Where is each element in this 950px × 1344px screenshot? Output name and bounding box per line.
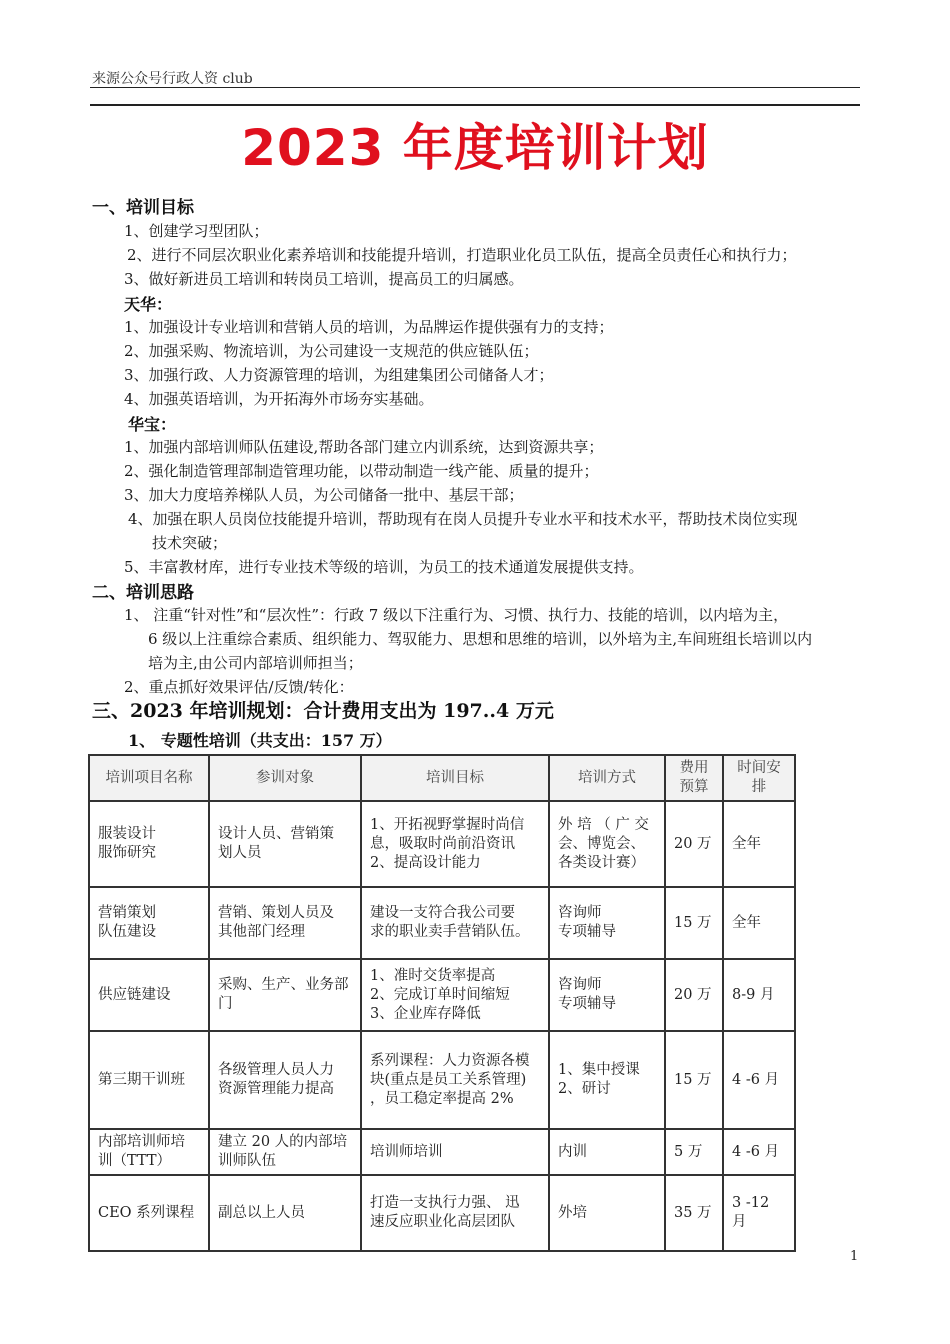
approach-item: 1、 注重“针对性”和“层次性”：行政 7 级以下注重行为、习惯、执行力、技能的培训，以内培为主，: [124, 606, 789, 624]
cell-cost: 20 万: [665, 801, 723, 887]
cell-mode-line: 专项辅导: [558, 924, 616, 940]
huabao-item: 4、加强在职人员岗位技能提升培训，帮助现有在岗人员提升专业水平和技术水平，帮助技术岗位实现: [128, 510, 798, 528]
table-row: [89, 959, 795, 1031]
cell-mode-line: 各类设计赛）: [558, 854, 645, 871]
page-title: 2023 年度培训计划: [241, 119, 709, 177]
cell-goal-line: 1、准时交货率提高: [370, 967, 496, 984]
subsection-heading: 1、 专题性培训（共支出：157 万）: [128, 731, 392, 750]
tianhua-item: 4、加强英语培训，为开拓海外市场夯实基础。: [124, 390, 434, 408]
cell-mode-line: 外 培 （ 广 交: [558, 816, 649, 833]
tianhua-item: 2、加强采购、物流培训，为公司建设一支规范的供应链队伍；: [124, 342, 539, 360]
cell-goal-line: 块(重点是员工关系管理): [370, 1071, 527, 1088]
cell-goal: [361, 959, 549, 1031]
huabao-item: 2、强化制造管理部制造管理功能，以带动制造一线产能、质量的提升；: [124, 462, 599, 480]
table-row: [89, 1175, 795, 1251]
cell-participants-line: 资源管理能力提高: [218, 1081, 334, 1097]
cell-mode: [549, 1031, 665, 1129]
cell-goal-line: 2、提高设计能力: [370, 854, 481, 871]
cell-mode: [549, 1129, 665, 1175]
cell-goal-line: 3、企业库存降低: [370, 1005, 481, 1022]
cell-mode-line: 会、博览会、: [558, 835, 645, 852]
cell-participants-line: 训师队伍: [218, 1153, 276, 1169]
cell-mode: [549, 959, 665, 1031]
cell-participants-line: 各级管理人员人力: [218, 1062, 334, 1078]
cell-mode-line: 内训: [558, 1143, 587, 1160]
cell-participants: [209, 959, 361, 1031]
col-header-goal: 培训目标: [361, 755, 549, 801]
goal-item: 3、做好新进员工培训和转岗员工培训，提高员工的归属感。: [124, 270, 524, 288]
cell-project-name: [89, 1175, 209, 1251]
cell-time: 3 -12 月: [723, 1175, 795, 1251]
col-header-time: 时间安排: [723, 755, 795, 801]
cell-goal: [361, 887, 549, 959]
cell-participants-line: 营销、策划人员及: [218, 905, 334, 921]
table-header-row: [89, 755, 795, 801]
goal-item: 2、进行不同层次职业化素养培训和技能提升培训，打造职业化员工队伍，提高全员责任心和执行力；: [127, 246, 797, 264]
table-row: [89, 801, 795, 887]
cell-participants: [209, 1129, 361, 1175]
cell-goal: [361, 1175, 549, 1251]
header-source: 来源公众号行政人资 club: [92, 71, 253, 87]
goal-item: 1、创建学习型团队；: [124, 222, 269, 240]
cell-time: 8-9 月: [723, 959, 795, 1031]
huabao-item: 1、加强内部培训师队伍建设,帮助各部门建立内训系统，达到资源共享；: [124, 438, 604, 456]
approach-item-continued: 6 级以上注重综合素质、组织能力、驾驭能力、思想和思维的培训，以外培为主,车间班组长培训以内: [148, 630, 813, 648]
huabao-item-continued: 技术突破；: [152, 534, 228, 552]
cell-mode-line: 咨询师: [558, 977, 602, 993]
huabao-label: 华宝：: [128, 415, 177, 434]
cell-project-name-line: 训（TTT）: [98, 1153, 172, 1169]
cell-participants-line: 副总以上人员: [218, 1204, 305, 1221]
cell-participants: [209, 887, 361, 959]
cell-goal-line: 2、完成订单时间缩短: [370, 986, 510, 1003]
cell-time: 全年: [723, 887, 795, 959]
cell-mode-line: 外培: [558, 1204, 587, 1221]
training-plan-table: [88, 754, 796, 1252]
col-header-target: 参训对象: [209, 755, 361, 801]
table-row: [89, 887, 795, 959]
col-header-mode: 培训方式: [549, 755, 665, 801]
cell-participants-line: 建立 20 人的内部培: [218, 1134, 348, 1150]
cell-goal: [361, 1129, 549, 1175]
cell-project-name: [89, 887, 209, 959]
cell-participants-line: 门: [218, 996, 233, 1012]
table-row: [89, 1031, 795, 1129]
cell-goal-line: 打造一支执行力强、 迅: [370, 1195, 520, 1211]
cell-participants: [209, 1031, 361, 1129]
cell-participants-line: 采购、生产、业务部: [218, 977, 349, 993]
approach-item-continued: 培为主,由公司内部培训师担当；: [148, 654, 363, 672]
cell-project-name-line: 队伍建设: [98, 924, 156, 940]
cell-project-name: [89, 1031, 209, 1129]
cell-project-name-line: 服饰研究: [98, 845, 156, 861]
tianhua-item: 1、加强设计专业培训和营销人员的培训，为品牌运作提供强有力的支持；: [124, 318, 614, 336]
cell-cost: 15 万: [665, 1031, 723, 1129]
cell-mode-line: 1、集中授课: [558, 1062, 640, 1078]
cell-participants: [209, 801, 361, 887]
cell-time: 4 -6 月: [723, 1031, 795, 1129]
cell-goal-line: 培训师培训: [370, 1143, 443, 1160]
cell-project-name-line: CEO 系列课程: [98, 1204, 195, 1221]
cell-participants-line: 其他部门经理: [218, 924, 305, 940]
cell-cost: 20 万: [665, 959, 723, 1031]
section3-heading: 三、2023 年培训规划：合计费用支出为 197..4 万元: [92, 700, 554, 722]
cell-mode: [549, 801, 665, 887]
huabao-item: 3、加大力度培养梯队人员，为公司储备一批中、基层干部；: [124, 486, 524, 504]
cell-goal-line: 建设一支符合我公司要: [370, 905, 515, 921]
cell-project-name: [89, 801, 209, 887]
cell-project-name: [89, 959, 209, 1031]
cell-mode-line: 专项辅导: [558, 996, 616, 1012]
cell-project-name-line: 第三期干训班: [98, 1071, 185, 1088]
cell-participants: [209, 1175, 361, 1251]
cell-participants-line: 设计人员、营销策: [218, 826, 334, 842]
cell-cost: 35 万: [665, 1175, 723, 1251]
cell-goal: [361, 801, 549, 887]
col-header-cost: 费用预算: [665, 755, 723, 801]
cell-goal-line: 息，吸取时尚前沿资讯: [370, 835, 515, 852]
cell-mode-line: 咨询师: [558, 905, 602, 921]
cell-participants-line: 划人员: [218, 845, 262, 861]
cell-project-name-line: 营销策划: [98, 905, 156, 921]
cell-goal-line: 速反应职业化高层团队: [370, 1214, 515, 1230]
cell-project-name: [89, 1129, 209, 1175]
header-rule: [90, 87, 860, 88]
tianhua-item: 3、加强行政、人力资源管理的培训，为组建集团公司储备人才；: [124, 366, 554, 384]
approach-item: 2、重点抓好效果评估/反馈/转化：: [124, 678, 354, 696]
cell-cost: 15 万: [665, 887, 723, 959]
cell-mode-line: 2、研讨: [558, 1081, 611, 1097]
section1-heading: 一、培训目标: [92, 198, 194, 218]
cell-goal-line: 系列课程：人力资源各模: [370, 1052, 530, 1069]
huabao-item: 5、丰富教材库，进行专业技术等级的培训，为员工的技术通道发展提供支持。: [124, 558, 644, 576]
cell-mode: [549, 1175, 665, 1251]
cell-mode: [549, 887, 665, 959]
header-rule-thick: [90, 104, 860, 106]
cell-cost: 5 万: [665, 1129, 723, 1175]
cell-goal-line: ，员工稳定率提高 2%: [370, 1090, 514, 1107]
cell-goal-line: 1、开拓视野掌握时尚信: [370, 816, 525, 833]
cell-project-name-line: 服装设计: [98, 826, 156, 842]
cell-goal-line: 求的职业卖手营销队伍。: [370, 924, 530, 940]
section2-heading: 二、培训思路: [92, 583, 194, 603]
cell-time: 全年: [723, 801, 795, 887]
cell-project-name-line: 内部培训师培: [98, 1134, 185, 1150]
cell-goal: [361, 1031, 549, 1129]
cell-project-name-line: 供应链建设: [98, 986, 171, 1003]
page-number: 1: [850, 1249, 859, 1264]
col-header-name: 培训项目名称: [89, 755, 209, 801]
table-row: [89, 1129, 795, 1175]
tianhua-label: 天华：: [124, 295, 173, 314]
cell-time: 4 -6 月: [723, 1129, 795, 1175]
